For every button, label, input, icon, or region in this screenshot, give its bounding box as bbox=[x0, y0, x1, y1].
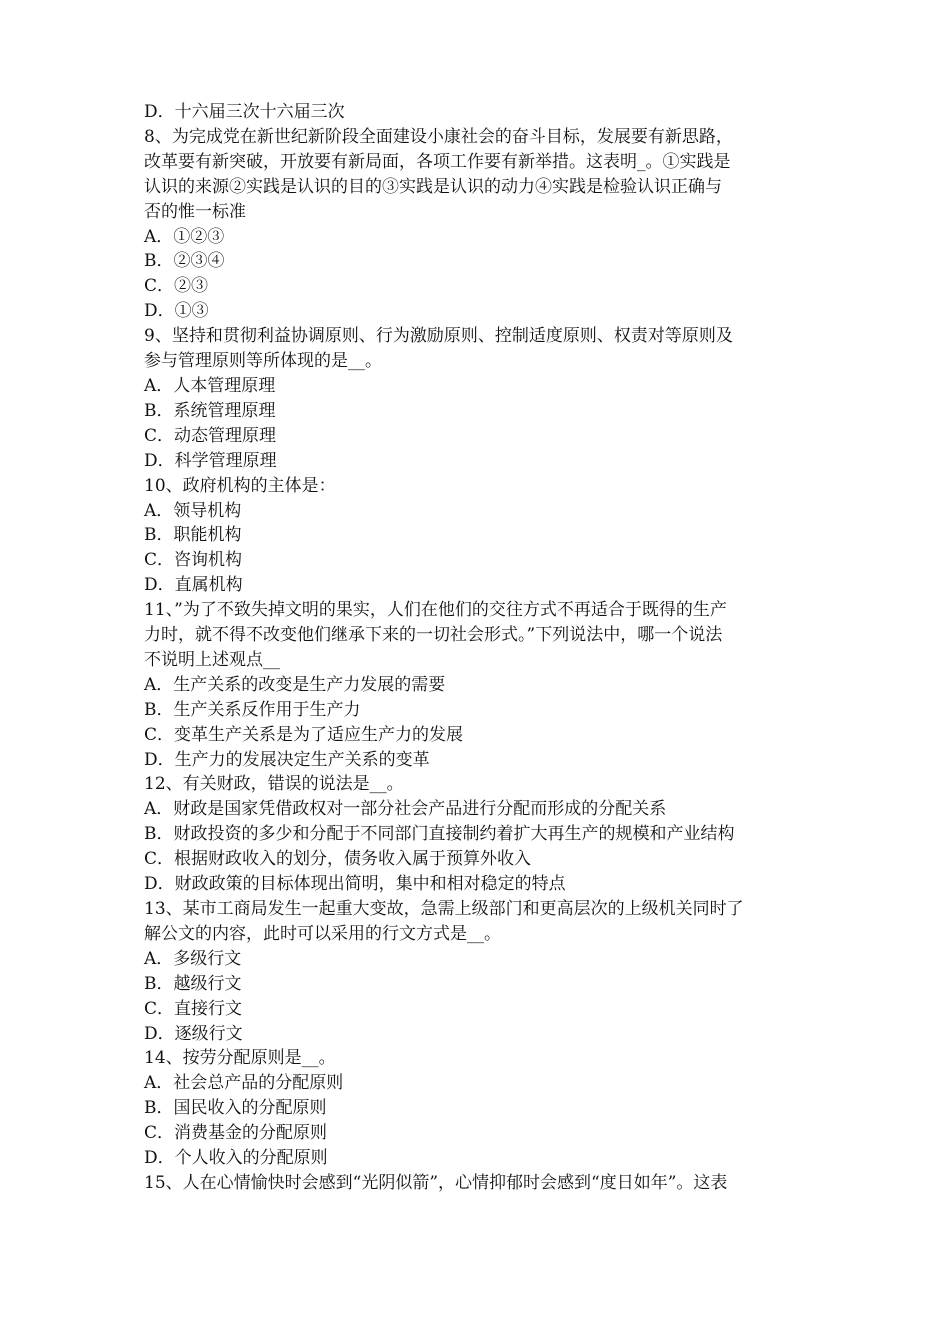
text-line: 力时，就不得不改变他们继承下来的一切社会形式。”下列说法中，哪一个说法 bbox=[144, 625, 723, 646]
text-line: A．社会总产品的分配原则 bbox=[144, 1073, 344, 1094]
document-page bbox=[144, 100, 814, 1196]
text-line: B．国民收入的分配原则 bbox=[144, 1098, 327, 1119]
text-line: 参与管理原则等所体现的是__。 bbox=[144, 351, 382, 372]
text-line: A．①②③ bbox=[144, 226, 225, 247]
text-line: C．②③ bbox=[144, 276, 209, 297]
text-line: B．系统管理原理 bbox=[144, 400, 276, 421]
text-line: D．逐级行文 bbox=[144, 1023, 243, 1044]
text-line: A．生产关系的改变是生产力发展的需要 bbox=[144, 674, 446, 695]
text-line: 改革要有新突破，开放要有新局面，各项工作要有新举措。这表明_。①实践是 bbox=[144, 151, 731, 172]
text-line: B．②③④ bbox=[144, 251, 225, 272]
text-line: 认识的来源②实践是认识的目的③实践是认识的动力④实践是检验认识正确与 bbox=[144, 176, 722, 197]
text-line: D．①③ bbox=[144, 301, 209, 322]
text-line: B．职能机构 bbox=[144, 525, 242, 546]
text-line: 8、为完成党在新世纪新阶段全面建设小康社会的奋斗目标，发展要有新思路， bbox=[144, 126, 733, 147]
text-line: D．十六届三次十六届三次 bbox=[144, 102, 345, 122]
text-line: A．领导机构 bbox=[144, 500, 242, 521]
text-line: C．变革生产关系是为了适应生产力的发展 bbox=[144, 724, 464, 745]
text-line: 15、人在心情愉快时会感到“光阴似箭”，心情抑郁时会感到“度日如年”。这表 bbox=[144, 1172, 728, 1193]
text-line: 不说明上述观点__ bbox=[144, 649, 280, 670]
text-line: B．生产关系反作用于生产力 bbox=[144, 699, 361, 720]
text-line: A．人本管理原理 bbox=[144, 375, 276, 396]
text-line: 9、坚持和贯彻利益协调原则、行为激励原则、控制适度原则、权责对等原则及 bbox=[144, 326, 733, 347]
text-line: D．个人收入的分配原则 bbox=[144, 1148, 328, 1169]
text-line: 10、政府机构的主体是： bbox=[144, 475, 336, 496]
text-line: C．根据财政收入的划分，债务收入属于预算外收入 bbox=[144, 849, 532, 870]
text-line: 解公文的内容，此时可以采用的行文方式是__。 bbox=[144, 923, 501, 944]
text-line: A．多级行文 bbox=[144, 948, 242, 969]
text-line: C．消费基金的分配原则 bbox=[144, 1123, 328, 1144]
text-line: 11、”为了不致失掉文明的果实，人们在他们的交往方式不再适合于既得的生产 bbox=[144, 600, 727, 621]
text-line: B．财政投资的多少和分配于不同部门直接制约着扩大再生产的规模和产业结构 bbox=[144, 824, 735, 845]
text-line: 13、某市工商局发生一起重大变故，急需上级部门和更高层次的上级机关同时了 bbox=[144, 899, 744, 919]
text-line: C．咨询机构 bbox=[144, 550, 243, 571]
text-line: A．财政是国家凭借政权对一部分社会产品进行分配而形成的分配关系 bbox=[144, 799, 667, 820]
text-line: D．科学管理原理 bbox=[144, 450, 277, 471]
text-line: 否的惟一标准 bbox=[144, 201, 246, 222]
text-line: 12、有关财政，错误的说法是__。 bbox=[144, 774, 404, 795]
text-line: D．直属机构 bbox=[144, 575, 243, 596]
text-line: C．动态管理原理 bbox=[144, 425, 277, 446]
text-line: D．财政政策的目标体现出简明，集中和相对稳定的特点 bbox=[144, 874, 566, 895]
text-line: C．直接行文 bbox=[144, 998, 243, 1019]
text-line: D．生产力的发展决定生产关系的变革 bbox=[144, 749, 430, 770]
text-line: 14、按劳分配原则是__。 bbox=[144, 1048, 336, 1069]
text-line: B．越级行文 bbox=[144, 973, 242, 994]
